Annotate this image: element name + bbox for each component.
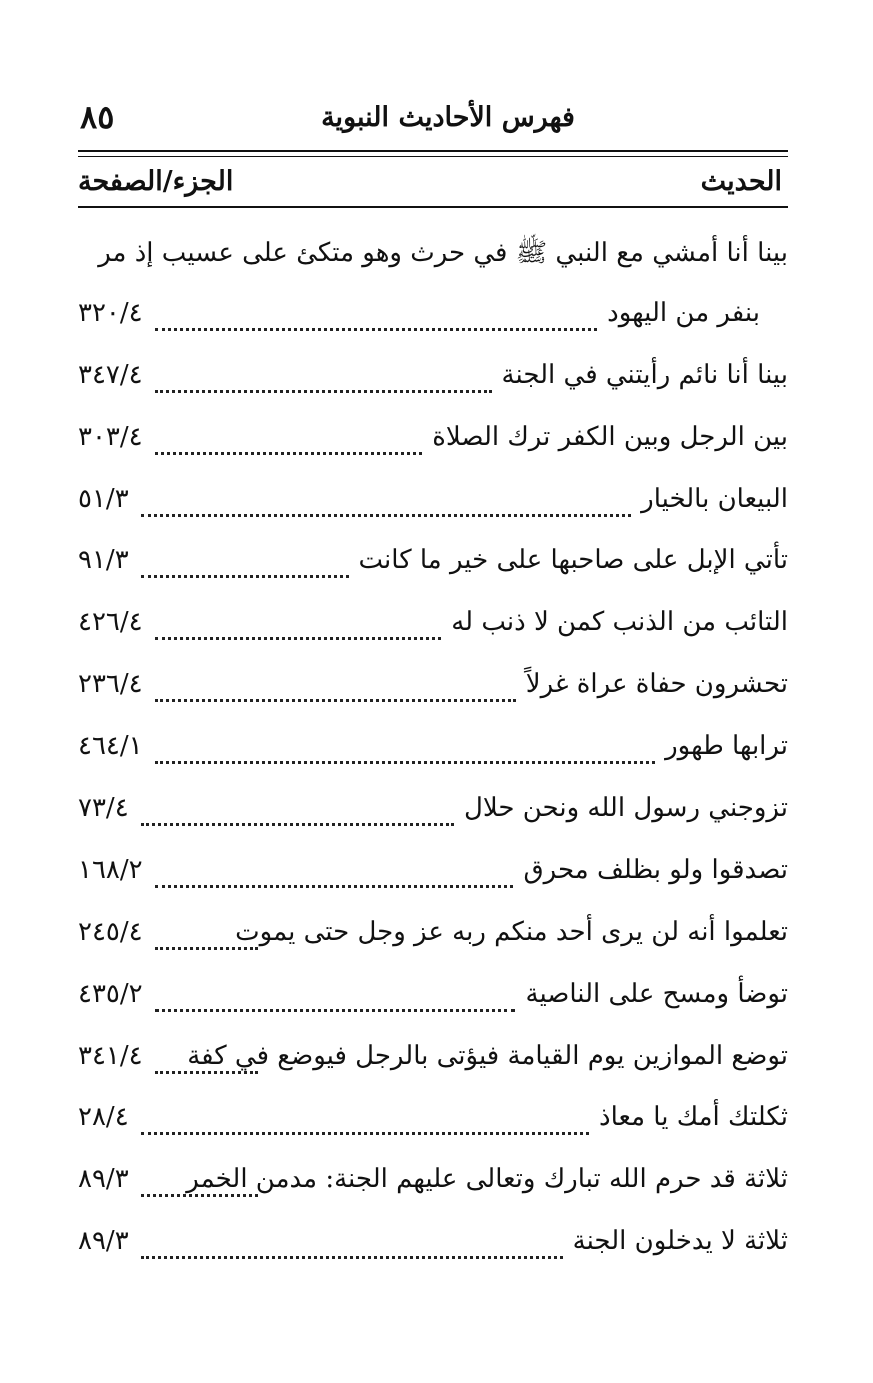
leader-dots	[155, 917, 258, 950]
leader-dots	[141, 484, 631, 517]
leader-dots	[155, 669, 516, 702]
entry-text: بينا أنا أمشي مع النبي ﷺ في حرث وهو متكئ على عسيب إذ مر	[98, 238, 788, 268]
entry-volume-page: ٣٠٣/٤	[78, 421, 143, 452]
index-entry	[78, 352, 788, 414]
entry-text: ثلاثة لا يدخلون الجنة	[572, 1226, 788, 1257]
column-heading-volume-page: الجزء/الصفحة	[78, 166, 234, 197]
index-entry	[78, 476, 788, 538]
columns-header	[78, 166, 788, 204]
entry-text: ترابها طهور	[665, 731, 788, 762]
leader-dots	[155, 979, 515, 1012]
running-title: فهرس الأحاديث النبوية	[321, 102, 575, 133]
leader-dots	[141, 793, 454, 826]
entry-volume-page: ٥١/٣	[78, 483, 129, 514]
entry-text: تأتي الإبل على صاحبها على خير ما كانت	[358, 545, 788, 576]
entry-text: بنفر من اليهود	[607, 297, 760, 328]
index-entry	[78, 228, 788, 290]
entry-text: بين الرجل وبين الكفر ترك الصلاة	[432, 421, 788, 452]
entry-volume-page: ٨٩/٣	[78, 1164, 129, 1195]
entry-text: البيعان بالخيار	[641, 483, 788, 514]
leader-dots	[155, 1041, 258, 1074]
index-entry	[78, 971, 788, 1033]
header-rule-thin	[78, 156, 788, 157]
leader-dots	[141, 1226, 563, 1259]
entry-text: تعلموا أنه لن يرى أحد منكم ربه عز وجل حتى يموت	[235, 916, 788, 947]
index-entry	[78, 290, 788, 352]
entry-text: تحشرون حفاة عراة غرلاً	[525, 669, 788, 700]
index-entry	[78, 1218, 788, 1280]
leader-dots	[141, 1102, 589, 1135]
index-entry	[78, 537, 788, 599]
header-rule-thick	[78, 150, 788, 152]
entry-text: توضع الموازين يوم القيامة فيؤتى بالرجل فيوضع في كفة	[187, 1040, 788, 1071]
index-entry	[78, 414, 788, 476]
entry-volume-page: ٣٤١/٤	[78, 1040, 143, 1071]
index-entry	[78, 785, 788, 847]
index-entry	[78, 599, 788, 661]
entry-volume-page: ٤٦٤/١	[78, 731, 143, 762]
index-entry	[78, 661, 788, 723]
leader-dots	[155, 607, 441, 640]
leader-dots	[155, 422, 422, 455]
leader-dots	[141, 1164, 258, 1197]
index-entry	[78, 1094, 788, 1156]
entry-text: تصدقوا ولو بظلف محرق	[523, 854, 788, 885]
leader-dots	[155, 731, 655, 764]
entry-text: تزوجني رسول الله ونحن حلال	[464, 793, 788, 824]
entry-volume-page: ٨٩/٣	[78, 1226, 129, 1257]
leader-dots	[155, 360, 492, 393]
entry-text: توضأ ومسح على الناصية	[525, 978, 788, 1009]
columns-rule	[78, 206, 788, 208]
page-number: ٨٥	[80, 98, 115, 136]
index-entry	[78, 909, 788, 971]
entry-volume-page: ٢٣٦/٤	[78, 669, 143, 700]
entry-volume-page: ٢٤٥/٤	[78, 916, 143, 947]
column-heading-hadith: الحديث	[700, 166, 782, 197]
entry-volume-page: ١٦٨/٢	[78, 854, 143, 885]
leader-dots	[141, 545, 349, 578]
leader-dots	[155, 855, 513, 888]
entry-text: بينا أنا نائم رأيتني في الجنة	[501, 359, 788, 390]
entry-text: ثلاثة قد حرم الله تبارك وتعالى عليهم الجنة: مدمن الخمر	[186, 1164, 788, 1195]
index-entry	[78, 1033, 788, 1095]
entry-volume-page: ٤٢٦/٤	[78, 607, 143, 638]
entry-volume-page: ٣٢٠/٤	[78, 297, 143, 328]
index-entry	[78, 1156, 788, 1218]
entry-volume-page: ٤٣٥/٢	[78, 978, 143, 1009]
entry-text: التائب من الذنب كمن لا ذنب له	[451, 607, 788, 638]
entry-volume-page: ٧٣/٤	[78, 793, 129, 824]
entry-volume-page: ٢٨/٤	[78, 1102, 129, 1133]
index-entry	[78, 723, 788, 785]
entry-volume-page: ٩١/٣	[78, 545, 129, 576]
entry-volume-page: ٣٤٧/٤	[78, 359, 143, 390]
running-header	[78, 96, 788, 142]
entry-text: ثكلتك أمك يا معاذ	[599, 1102, 788, 1133]
hadith-index-list	[78, 228, 788, 1280]
leader-dots	[155, 298, 597, 331]
index-entry	[78, 847, 788, 909]
